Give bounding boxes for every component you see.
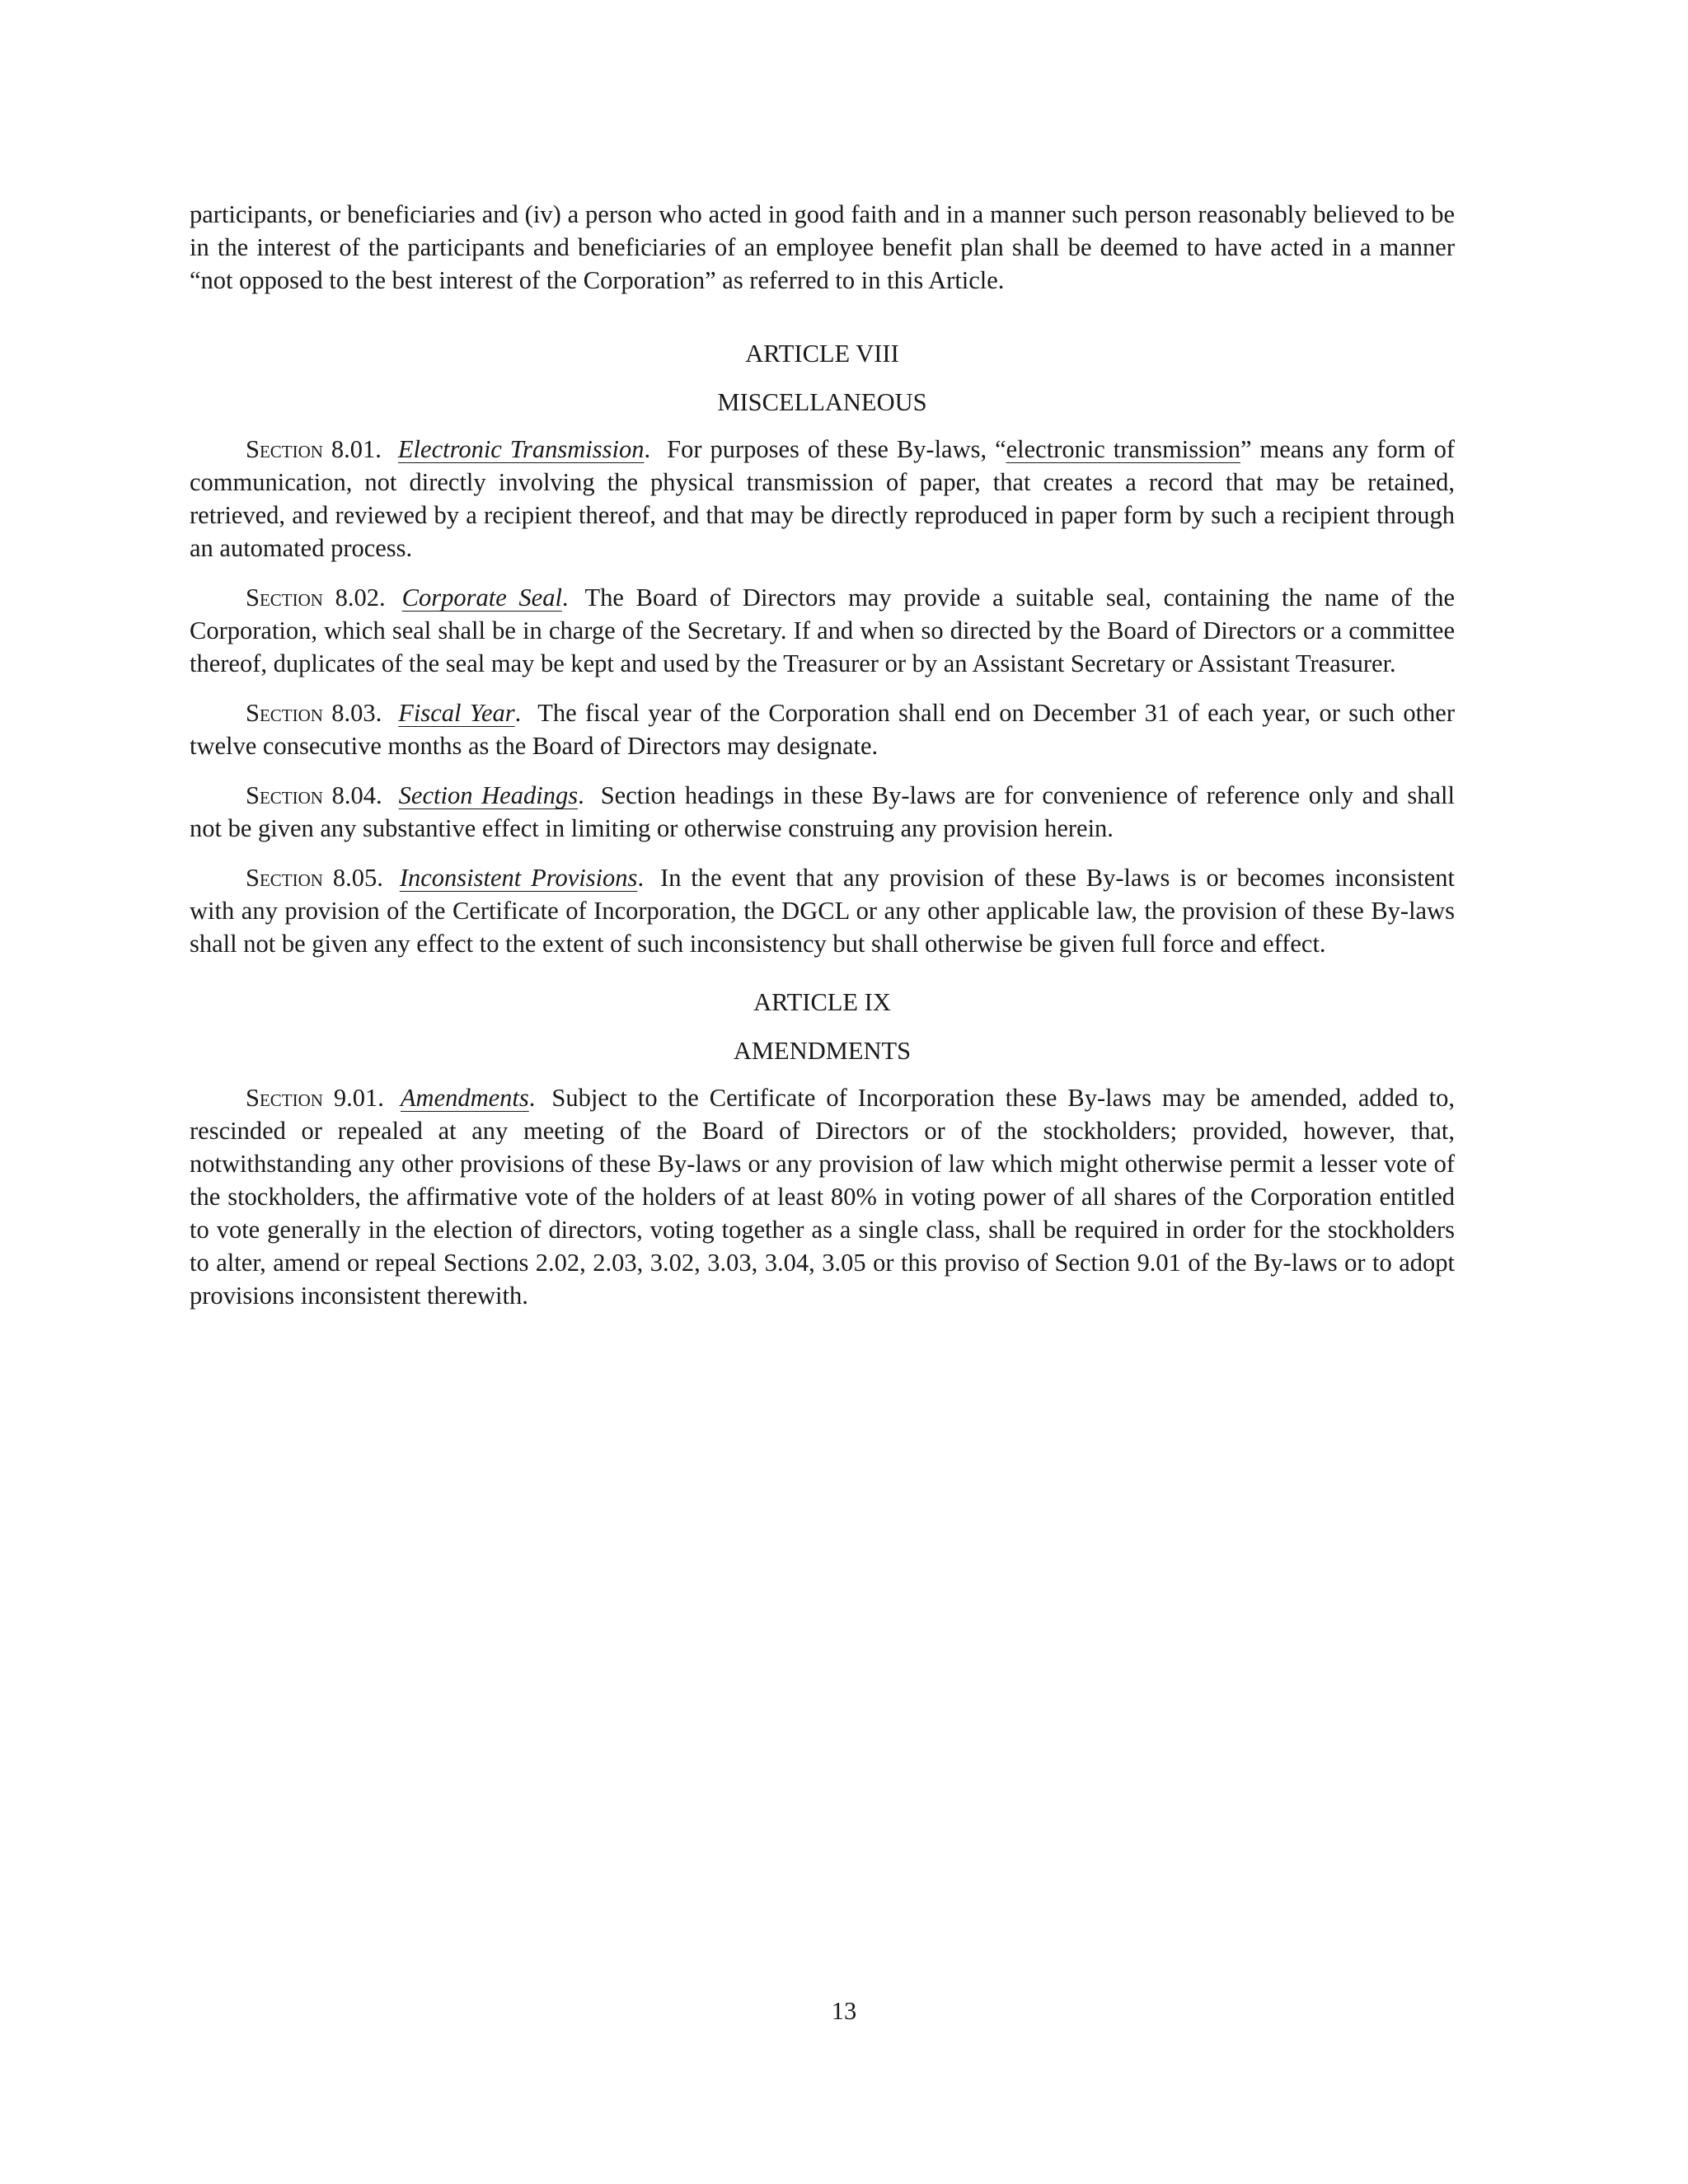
article-number: ARTICLE VIII bbox=[745, 340, 899, 368]
article-ix bbox=[190, 986, 1455, 1312]
section-label: Section bbox=[246, 583, 323, 612]
section-number: 8.02. bbox=[335, 583, 386, 612]
section-title: Amendments bbox=[400, 1084, 529, 1112]
section-number: 9.01. bbox=[333, 1084, 384, 1112]
section-title-punct: . bbox=[561, 583, 569, 612]
section-label: Section bbox=[246, 435, 323, 463]
section-8-03 bbox=[190, 696, 1455, 762]
section-8-04 bbox=[190, 779, 1455, 845]
section-body-before: For purposes of these By-laws, “ bbox=[667, 435, 1006, 463]
article-title: MISCELLANEOUS bbox=[717, 388, 927, 416]
section-number: 8.04. bbox=[331, 781, 382, 809]
article-viii bbox=[190, 337, 1455, 960]
section-title-punct: . bbox=[514, 699, 522, 727]
section-label: Section bbox=[246, 864, 323, 892]
section-body: The Board of Directors may provide a suitable seal, containing the name of the Corporation, which seal shall be in charge of the Secretary. If and when so directed by the Board of Directors or a committee thereof, duplicates of the seal may be kept and used by the Treasurer or by an Assistant Secretary or Assistant Treasurer. bbox=[190, 583, 1456, 677]
defined-term: electronic transmission bbox=[1006, 435, 1240, 463]
section-title-punct: . bbox=[644, 435, 651, 463]
section-number: 8.05. bbox=[332, 864, 383, 892]
section-title: Corporate Seal bbox=[401, 583, 562, 612]
section-number: 8.01. bbox=[331, 435, 382, 463]
section-title-punct: . bbox=[578, 781, 584, 809]
section-title: Inconsistent Provisions bbox=[399, 864, 638, 892]
section-8-01 bbox=[190, 433, 1455, 565]
section-8-05 bbox=[190, 861, 1455, 960]
document-page bbox=[190, 198, 1455, 1329]
section-label: Section bbox=[246, 781, 323, 809]
section-8-02 bbox=[190, 581, 1455, 680]
section-title: Section Headings bbox=[398, 781, 579, 809]
section-body: The fiscal year of the Corporation shall end on December 31 of each year, or such other twelve consecutive months as the Board of Directors may designate. bbox=[190, 699, 1456, 760]
section-title: Fiscal Year bbox=[398, 699, 515, 727]
section-body: Section headings in these By-laws are for convenience of reference only and shall not be given any substantive effect in limiting or otherwise construing any provision herein. bbox=[190, 781, 1456, 842]
section-title: Electronic Transmission bbox=[397, 435, 645, 463]
intro-paragraph: participants, or beneficiaries and (iv) a person who acted in good faith and in a manner such person reasonably believed to be in the interest of the participants and beneficiaries of an employee benefit plan shall be deemed to have acted in a manner “not opposed to the best interest of the Corporation” as referred to in this Article. bbox=[190, 200, 1455, 294]
section-label: Section bbox=[246, 699, 323, 727]
article-number: ARTICLE IX bbox=[753, 988, 891, 1016]
article-title: AMENDMENTS bbox=[733, 1037, 912, 1065]
section-body-after: ” means any form of communication, not directly involving the physical transmission of paper, that creates a record that may be retained, retrieved, and reviewed by a recipient thereof, and that may be directly reproduced in paper form by such a recipient through an automated process. bbox=[190, 435, 1456, 562]
section-label: Section bbox=[246, 1084, 323, 1112]
section-body: In the event that any provision of these By-laws is or becomes inconsistent with any provision of the Certificate of Incorporation, the DGCL or any other applicable law, the provision of these By-laws shall not be given any effect to the extent of such inconsistency but shall otherwise be given full force and effect. bbox=[190, 864, 1456, 958]
page-number: 13 bbox=[831, 1997, 857, 2025]
section-title-punct: . bbox=[637, 864, 645, 892]
section-body: Subject to the Certificate of Incorporation these By-laws may be amended, added to, rescinded or repealed at any meeting of the Board of Directors or of the stockholders; provided, however, that, notwithstanding any other provisions of these By-laws or any provision of law which might otherwise permit a lesser vote of the stockholders, the affirmative vote of the holders of at least 80% in voting power of all shares of the Corporation entitled to vote generally in the election of directors, voting together as a single class, shall be required in order for the stockholders to alter, amend or repeal Sections 2.02, 2.03, 3.02, 3.03, 3.04, 3.05 or this proviso of Section 9.01 of the By-laws or to adopt provisions inconsistent therewith. bbox=[190, 1084, 1455, 1310]
section-9-01 bbox=[190, 1081, 1455, 1312]
section-number: 8.03. bbox=[331, 699, 382, 727]
section-title-punct: . bbox=[528, 1084, 536, 1112]
